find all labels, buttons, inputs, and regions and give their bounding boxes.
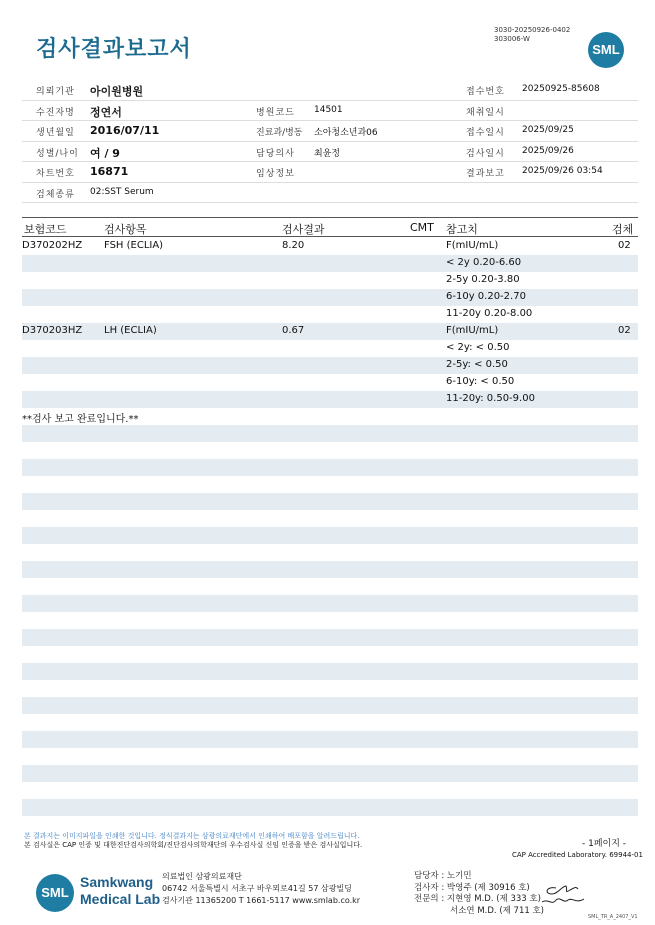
- result-row: [22, 323, 638, 340]
- cell-item: FSH (ECLIA): [104, 240, 164, 251]
- blank-row: [22, 476, 638, 493]
- cell-code: **검사 보고 완료입니다.**: [22, 414, 139, 425]
- cell-ref: < 2y 0.20-6.60: [446, 257, 522, 268]
- received-date: 2025/09/25: [522, 125, 574, 135]
- receipt-number: 20250925-85608: [522, 84, 600, 94]
- blank-row: [22, 663, 638, 680]
- report-datetime: 2025/09/26 03:54: [522, 166, 603, 176]
- cell-result: 0.67: [282, 325, 305, 336]
- test-date: 2025/09/26: [522, 145, 574, 156]
- info-row: 생년월일 2016/07/11 진료과/병동 소아청소년과06 접수일시 2025/09/25: [22, 121, 638, 142]
- info-row: 의뢰기관 아이원병원 접수번호 20250925-85608: [22, 80, 638, 101]
- blank-row: [22, 544, 638, 561]
- cell-ref: 11-20y: 0.50-9.00: [446, 393, 535, 404]
- sml-logo: SML: [36, 874, 74, 912]
- info-row: 차트번호 16871 임상정보 결과보고 2025/09/26 03:54: [22, 162, 638, 183]
- blank-row: [22, 714, 638, 731]
- blank-row: [22, 595, 638, 612]
- results-header: 보험코드 검사항목 검사결과 CMT 참고치 검체: [22, 217, 638, 237]
- cell-ref: F(mIU/mL): [446, 325, 499, 336]
- doctor-name: 최윤정: [314, 148, 341, 159]
- report-title: 검사결과보고서: [36, 37, 192, 62]
- result-row: [22, 374, 638, 391]
- result-row: [22, 357, 638, 374]
- patient-name: 정연서: [90, 105, 122, 119]
- cell-spec: 02: [618, 325, 631, 336]
- blank-row: [22, 629, 638, 646]
- cell-spec: 02: [618, 240, 631, 251]
- cell-result: 8.20: [282, 240, 305, 251]
- page-number: - 1페이지 -: [582, 839, 627, 849]
- blank-row: [22, 748, 638, 765]
- blank-row: [22, 459, 638, 476]
- cell-ref: F(mIU/mL): [446, 240, 499, 251]
- blank-row: [22, 561, 638, 578]
- blank-row: [22, 493, 638, 510]
- sml-logo: SML: [588, 32, 624, 68]
- blank-row: [22, 578, 638, 595]
- blank-row: [22, 425, 638, 442]
- blank-row: [22, 646, 638, 663]
- cell-ref: 2-5y: < 0.50: [446, 359, 508, 370]
- chart-number: 16871: [90, 165, 129, 178]
- blank-row: [22, 612, 638, 629]
- document-code: 3030-20250926-0402 303006-W: [494, 26, 571, 43]
- result-row: [22, 391, 638, 408]
- blank-row: [22, 527, 638, 544]
- cell-code: D370203HZ: [22, 325, 83, 336]
- result-row: [22, 408, 638, 425]
- result-row: [22, 289, 638, 306]
- patient-info-table: [22, 80, 638, 203]
- department: 소아청소년과06: [314, 128, 378, 138]
- blank-row: [22, 731, 638, 748]
- hospital-value: 아이원병원: [90, 85, 144, 98]
- footer-notes: 본 결과지는 이미지파일을 인쇄한 것입니다. 정식결과지는 삼광의료재단에서 인쇄하여 배포함을 알려드립니다. 본 검사실은 CAP 인증 및 대한진단검사의학회/진단검사의학재단의 우수검사실 신임 인증을 받은 검사실입니다.: [24, 832, 363, 849]
- signature-image: [538, 880, 588, 910]
- cell-ref: 2-5y 0.20-3.80: [446, 274, 520, 285]
- birth-date: 2016/07/11: [90, 124, 160, 137]
- result-row: [22, 340, 638, 357]
- blank-row: [22, 680, 638, 697]
- info-row: 수진자명 정연서 병원코드 14501 채취일시: [22, 101, 638, 122]
- results-table: [22, 238, 638, 816]
- blank-row: [22, 697, 638, 714]
- result-row: [22, 238, 638, 255]
- blank-row: [22, 782, 638, 799]
- cap-accreditation: CAP Accredited Laboratory. 69944-01: [512, 851, 643, 859]
- info-row: 성별/나이 여 / 9 담당의사 최윤정 검사일시 2025/09/26: [22, 142, 638, 163]
- result-row: [22, 272, 638, 289]
- cell-code: D370202HZ: [22, 240, 83, 251]
- result-row: [22, 255, 638, 272]
- blank-row: [22, 510, 638, 527]
- form-code: SML_TR_A_2407_V1: [588, 914, 638, 920]
- specimen-type: 02:SST Serum: [90, 186, 154, 197]
- cell-item: LH (ECLIA): [104, 325, 157, 336]
- sex-age: 여 / 9: [90, 146, 120, 160]
- cell-ref: 6-10y 0.20-2.70: [446, 291, 526, 302]
- result-row: [22, 306, 638, 323]
- brand-name: Samkwang Medical Lab: [80, 874, 161, 907]
- info-row: 검체종류 02:SST Serum: [22, 183, 638, 204]
- lab-info: 의료법인 삼광의료재단 06742 서울특별시 서초구 바우뫼로41길 57 삼광빌딩 검사기관 11365200 T 1661-5117 www.smlab.co.kr: [162, 872, 361, 905]
- cell-ref: < 2y: < 0.50: [446, 342, 510, 353]
- hospital-code: 14501: [314, 104, 343, 115]
- blank-row: [22, 765, 638, 782]
- cell-ref: 6-10y: < 0.50: [446, 376, 515, 387]
- cell-ref: 11-20y 0.20-8.00: [446, 308, 533, 319]
- staff-list: 담당자 : 노기민 검사자 : 박영주 (제 30916 호) 전문의 : 지현영 M.D. (제 333 호) 서소연 M.D. (제 711 호): [414, 871, 545, 916]
- blank-row: [22, 442, 638, 459]
- blank-row: [22, 799, 638, 816]
